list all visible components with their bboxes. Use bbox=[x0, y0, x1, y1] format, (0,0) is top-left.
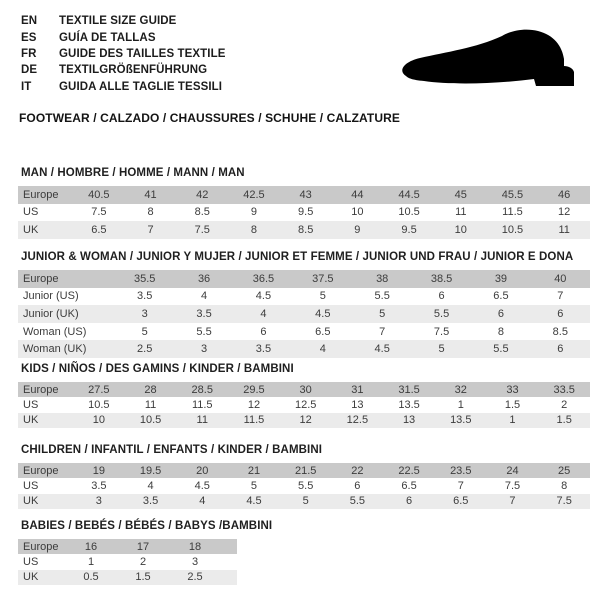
row-label: Europe bbox=[23, 464, 59, 477]
size-cell: 27.5 bbox=[88, 383, 110, 396]
size-cell: 13.5 bbox=[398, 398, 420, 411]
language-title: TEXTILE SIZE GUIDE bbox=[59, 15, 177, 28]
size-cell: 13 bbox=[402, 414, 416, 427]
row-label: Europe bbox=[23, 188, 59, 201]
size-cell: 7.5 bbox=[433, 325, 450, 338]
size-cell: 8.5 bbox=[552, 325, 568, 338]
size-cell: 3 bbox=[95, 495, 102, 508]
language-title: GUIDE DES TAILLES TEXTILE bbox=[59, 47, 226, 60]
row-label: US bbox=[23, 398, 39, 411]
table-row bbox=[18, 288, 590, 306]
size-cell: 1.5 bbox=[504, 398, 521, 411]
language-list bbox=[21, 13, 226, 95]
size-cell: 2.5 bbox=[137, 343, 153, 356]
size-table-section-man bbox=[18, 167, 590, 239]
size-table bbox=[18, 186, 590, 239]
size-cell: 10 bbox=[92, 414, 105, 427]
size-cell: 1.5 bbox=[556, 414, 572, 427]
language-code: FR bbox=[21, 47, 37, 60]
table-row bbox=[18, 413, 590, 428]
size-cell: 4 bbox=[147, 479, 154, 492]
size-table bbox=[18, 270, 590, 358]
size-cell: 3.5 bbox=[142, 495, 159, 508]
language-row bbox=[21, 13, 226, 29]
size-cell: 5 bbox=[141, 325, 148, 338]
size-cell: 23.5 bbox=[450, 464, 472, 477]
size-cell: 1.5 bbox=[135, 571, 151, 584]
size-cell: 10.5 bbox=[139, 414, 162, 427]
size-cell: 7 bbox=[457, 479, 464, 492]
size-table-section-babies bbox=[18, 520, 590, 585]
category-title: FOOTWEAR / CALZADO / CHAUSSURES / SCHUHE / CALZATURE bbox=[19, 111, 400, 125]
size-cell: 3 bbox=[201, 343, 208, 356]
size-cell: 1 bbox=[509, 414, 516, 427]
size-cell: 35.5 bbox=[133, 272, 156, 285]
size-cell: 6.5 bbox=[91, 223, 107, 236]
table-row bbox=[18, 340, 590, 358]
size-cell: 5 bbox=[250, 479, 258, 492]
size-cell: 4.5 bbox=[315, 307, 331, 320]
section-title: MAN / HOMBRE / HOMME / MANN / MAN bbox=[21, 167, 245, 179]
size-cell: 42.5 bbox=[243, 188, 265, 201]
size-cell: 6.5 bbox=[315, 325, 331, 338]
size-cell: 3 bbox=[141, 307, 148, 320]
size-cell: 3.5 bbox=[91, 479, 107, 492]
size-cell: 45 bbox=[454, 188, 467, 201]
size-cell: 41 bbox=[144, 188, 157, 201]
table-row bbox=[18, 494, 590, 509]
language-row bbox=[21, 29, 226, 45]
size-table-section-kids bbox=[18, 363, 590, 428]
table-header-row bbox=[18, 539, 237, 554]
size-cell: 21 bbox=[247, 464, 261, 477]
size-cell: 25 bbox=[558, 464, 571, 477]
row-label: US bbox=[23, 479, 39, 492]
size-cell: 28 bbox=[144, 383, 157, 396]
size-cell: 39 bbox=[494, 272, 508, 285]
section-title: KIDS / NIÑOS / DES GAMINS / KINDER / BAMBINI bbox=[21, 363, 294, 375]
size-cell: 5.5 bbox=[196, 325, 212, 338]
size-cell: 4.5 bbox=[374, 343, 390, 356]
size-cell: 12.5 bbox=[346, 414, 369, 427]
size-cell: 2 bbox=[561, 398, 568, 411]
row-label: US bbox=[23, 555, 39, 568]
size-cell: 3.5 bbox=[196, 307, 212, 320]
size-cell: 40.5 bbox=[88, 188, 110, 201]
size-cell: 6.5 bbox=[453, 495, 469, 508]
size-cell: 44.5 bbox=[398, 188, 420, 201]
size-cell: 40 bbox=[554, 272, 567, 285]
size-cell: 3.5 bbox=[255, 343, 272, 356]
size-cell: 10 bbox=[351, 206, 364, 219]
size-cell: 37.5 bbox=[312, 272, 334, 285]
size-cell: 8 bbox=[561, 479, 568, 492]
size-cell: 7.5 bbox=[556, 495, 572, 508]
size-cell: 11.5 bbox=[191, 398, 213, 411]
size-cell: 7 bbox=[557, 290, 564, 303]
size-cell: 12 bbox=[558, 206, 571, 219]
size-cell: 33 bbox=[506, 383, 519, 396]
row-label: Junior (UK) bbox=[23, 307, 79, 320]
row-label: Woman (UK) bbox=[23, 343, 87, 356]
size-cell: 4 bbox=[201, 290, 208, 303]
size-cell: 12.5 bbox=[294, 398, 317, 411]
size-cell: 7.5 bbox=[91, 206, 107, 219]
size-cell: 9.5 bbox=[401, 223, 417, 236]
size-cell: 46 bbox=[558, 188, 571, 201]
size-cell: 18 bbox=[188, 540, 202, 553]
size-cell: 11.5 bbox=[502, 206, 523, 219]
language-row bbox=[21, 46, 226, 62]
size-cell: 6.5 bbox=[401, 479, 417, 492]
size-cell: 31 bbox=[351, 383, 364, 396]
size-cell: 11 bbox=[455, 206, 467, 219]
size-cell: 7 bbox=[509, 495, 516, 508]
shoe-icon bbox=[396, 26, 588, 96]
size-cell: 4 bbox=[199, 495, 206, 508]
size-cell: 5 bbox=[379, 307, 386, 320]
size-cell: 45.5 bbox=[501, 188, 524, 201]
size-cell: 11.5 bbox=[243, 414, 265, 427]
size-cell: 4 bbox=[319, 343, 326, 356]
size-cell: 5.5 bbox=[298, 479, 314, 492]
size-cell: 16 bbox=[84, 540, 98, 553]
size-cell: 8 bbox=[250, 223, 258, 236]
size-cell: 30 bbox=[299, 383, 312, 396]
size-cell: 7.5 bbox=[504, 479, 521, 492]
size-cell: 3.5 bbox=[137, 290, 153, 303]
size-cell: 22.5 bbox=[398, 464, 420, 477]
size-cell: 2 bbox=[139, 555, 147, 568]
row-label: Europe bbox=[23, 540, 59, 553]
size-cell: 5.5 bbox=[433, 307, 450, 320]
size-cell: 4.5 bbox=[246, 495, 262, 508]
size-cell: 1 bbox=[457, 398, 464, 411]
size-cell: 4 bbox=[260, 307, 267, 320]
size-cell: 42 bbox=[196, 188, 209, 201]
size-cell: 6 bbox=[260, 325, 267, 338]
size-cell: 3 bbox=[191, 555, 199, 568]
size-table bbox=[18, 539, 237, 585]
size-cell: 5 bbox=[438, 343, 445, 356]
language-title: GUIDA ALLE TAGLIE TESSILI bbox=[59, 80, 223, 93]
size-cell: 5.5 bbox=[349, 495, 366, 508]
size-cell: 8.5 bbox=[194, 206, 210, 219]
row-label: Junior (US) bbox=[23, 290, 79, 303]
table-row bbox=[18, 323, 590, 341]
size-cell: 24 bbox=[506, 464, 519, 477]
size-cell: 33.5 bbox=[553, 383, 575, 396]
row-label: UK bbox=[23, 414, 39, 427]
language-code: ES bbox=[21, 31, 37, 44]
size-cell: 19.5 bbox=[139, 464, 162, 477]
language-title: TEXTILGRÖßENFÜHRUNG bbox=[59, 64, 208, 77]
row-label: UK bbox=[23, 495, 39, 508]
size-cell: 13 bbox=[351, 398, 364, 411]
size-cell: 10.5 bbox=[88, 398, 110, 411]
section-title: BABIES / BEBÉS / BÉBÉS / BABYS /BAMBINI bbox=[21, 520, 273, 532]
size-cell: 1 bbox=[87, 555, 95, 568]
size-cell: 6 bbox=[497, 307, 504, 320]
size-cell: 44 bbox=[351, 188, 364, 201]
size-cell: 8 bbox=[147, 206, 154, 219]
language-code: DE bbox=[21, 64, 38, 77]
language-title: GUÍA DE TALLAS bbox=[59, 31, 156, 44]
size-cell: 5 bbox=[302, 495, 309, 508]
row-label: Europe bbox=[23, 272, 59, 285]
size-cell: 11 bbox=[558, 223, 570, 236]
table-header-row bbox=[18, 270, 590, 288]
size-cell: 31.5 bbox=[398, 383, 420, 396]
section-title: JUNIOR & WOMAN / JUNIOR Y MUJER / JUNIOR ET FEMME / JUNIOR UND FRAU / JUNIOR E DONA bbox=[21, 251, 574, 263]
size-cell: 43 bbox=[299, 188, 312, 201]
size-cell: 7 bbox=[147, 223, 154, 236]
size-cell: 10 bbox=[454, 223, 467, 236]
size-cell: 19 bbox=[92, 464, 105, 477]
size-cell: 9.5 bbox=[298, 206, 314, 219]
size-cell: 12 bbox=[299, 414, 312, 427]
size-cell: 36 bbox=[197, 272, 211, 285]
table-header-row bbox=[18, 186, 590, 204]
row-label: UK bbox=[23, 223, 39, 236]
row-label: US bbox=[23, 206, 39, 219]
size-cell: 32 bbox=[454, 383, 467, 396]
size-cell: 11 bbox=[196, 414, 208, 427]
language-code: IT bbox=[21, 80, 32, 93]
size-cell: 2.5 bbox=[187, 571, 203, 584]
table-row bbox=[18, 204, 590, 222]
size-cell: 38 bbox=[376, 272, 389, 285]
row-label: UK bbox=[23, 571, 39, 584]
size-cell: 8 bbox=[497, 325, 504, 338]
table-row bbox=[18, 554, 237, 569]
section-title: CHILDREN / INFANTIL / ENFANTS / KINDER / BAMBINI bbox=[21, 444, 323, 456]
size-cell: 7 bbox=[379, 325, 386, 338]
size-cell: 5.5 bbox=[374, 290, 390, 303]
size-cell: 8.5 bbox=[298, 223, 314, 236]
size-cell: 7.5 bbox=[194, 223, 210, 236]
size-table bbox=[18, 382, 590, 428]
size-cell: 21.5 bbox=[294, 464, 317, 477]
size-cell: 6.5 bbox=[493, 290, 509, 303]
size-cell: 5.5 bbox=[493, 343, 509, 356]
size-cell: 20 bbox=[196, 464, 209, 477]
table-row bbox=[18, 305, 590, 323]
size-table-section-children bbox=[18, 444, 590, 509]
size-cell: 6 bbox=[406, 495, 413, 508]
table-header-row bbox=[18, 463, 590, 478]
size-cell: 22 bbox=[351, 464, 364, 477]
size-cell: 6 bbox=[557, 307, 564, 320]
size-cell: 38.5 bbox=[430, 272, 453, 285]
size-cell: 6 bbox=[557, 343, 564, 356]
table-row bbox=[18, 221, 590, 239]
size-cell: 0.5 bbox=[83, 571, 99, 584]
language-code: EN bbox=[21, 15, 38, 28]
size-cell: 9 bbox=[250, 206, 258, 219]
language-row bbox=[21, 79, 226, 95]
row-label: Woman (US) bbox=[23, 325, 87, 338]
table-row bbox=[18, 570, 237, 585]
size-cell: 17 bbox=[136, 540, 150, 553]
size-cell: 28.5 bbox=[191, 383, 213, 396]
table-header-row bbox=[18, 382, 590, 397]
table-row bbox=[18, 478, 590, 493]
size-cell: 6 bbox=[438, 290, 445, 303]
size-cell: 29.5 bbox=[243, 383, 265, 396]
size-cell: 10.5 bbox=[501, 223, 524, 236]
size-table-section-junior-woman bbox=[18, 251, 590, 358]
size-cell: 6 bbox=[354, 479, 361, 492]
size-cell: 10.5 bbox=[398, 206, 420, 219]
table-row bbox=[18, 397, 590, 412]
size-table bbox=[18, 463, 590, 509]
size-cell: 4.5 bbox=[194, 479, 210, 492]
size-cell: 11 bbox=[144, 398, 157, 411]
size-cell: 4.5 bbox=[255, 290, 272, 303]
size-cell: 5 bbox=[319, 290, 326, 303]
size-cell: 12 bbox=[247, 398, 261, 411]
language-row bbox=[21, 62, 226, 78]
size-cell: 9 bbox=[354, 223, 361, 236]
size-cell: 36.5 bbox=[252, 272, 275, 285]
row-label: Europe bbox=[23, 383, 59, 396]
size-cell: 13.5 bbox=[450, 414, 472, 427]
